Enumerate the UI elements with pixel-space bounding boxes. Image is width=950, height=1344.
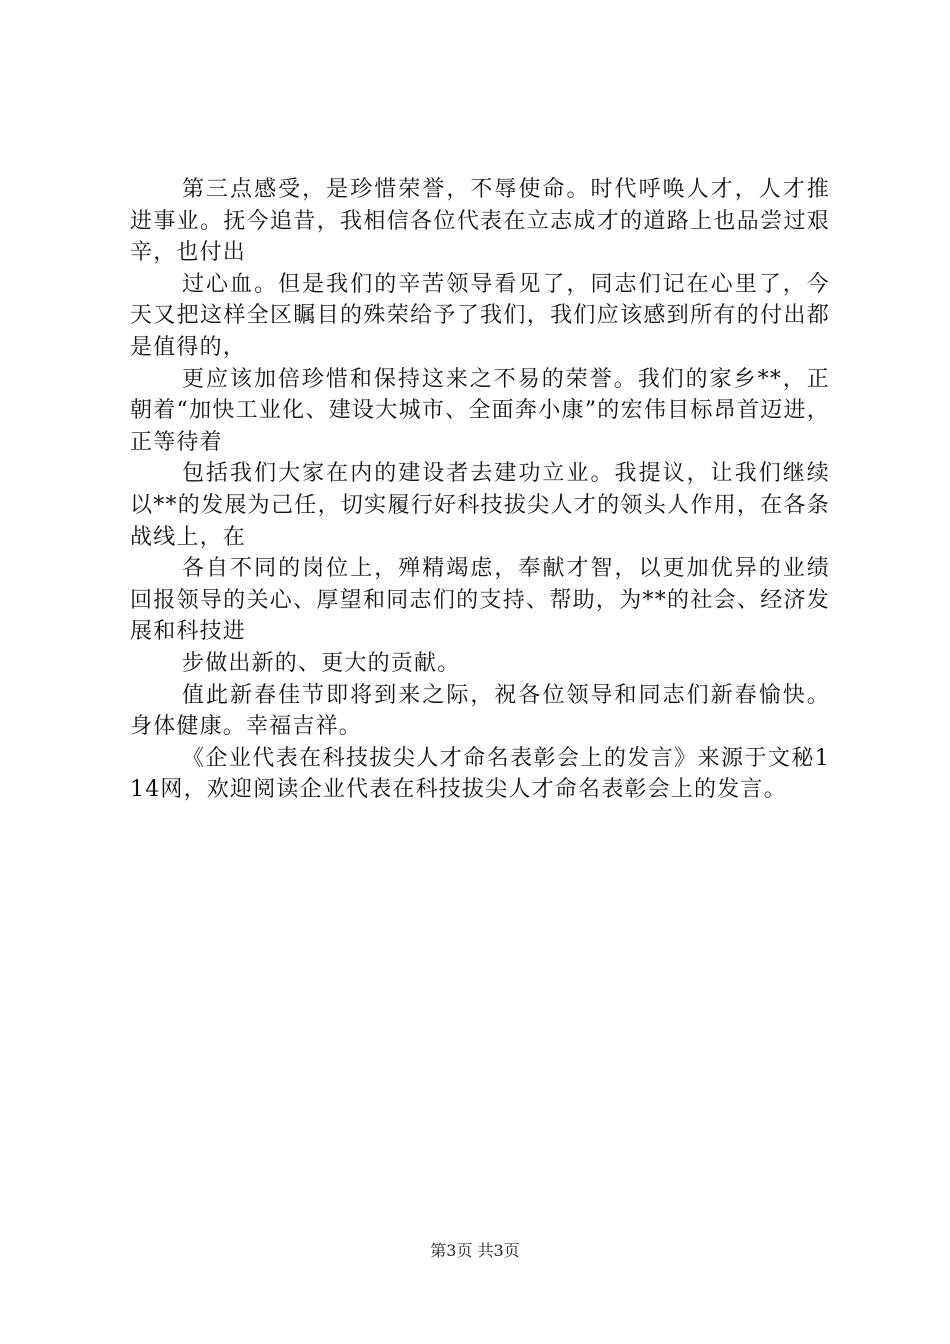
paragraph: 《企业代表在科技拔尖人才命名表彰会上的发言》来源于文秘114网，欢迎阅读企业代表在科技拔尖人才命名表彰会上的发言。 [130,745,830,803]
paragraph: 各自不同的岗位上，殚精竭虑，奉献才智，以更加优异的业绩回报领导的关心、厚望和同志们的支持、帮助，为**的社会、经济发展和科技进 [130,556,830,645]
document-body [130,174,830,806]
paragraph: 过心血。但是我们的辛苦领导看见了，同志们记在心里了，今天又把这样全区瞩目的殊荣给予了我们，我们应该感到所有的付出都是值得的， [130,271,830,360]
paragraph: 步做出新的、更大的贡献。 [182,650,461,676]
paragraph: 更应该加倍珍惜和保持这来之不易的荣誉。我们的家乡**，正朝着“加快工业化、建设大城市、全面奔小康”的宏伟目标昂首迈进，正等待着 [130,366,830,455]
paragraph: 值此新春佳节即将到来之际，祝各位领导和同志们新春愉快。身体健康。幸福吉祥。 [130,682,830,740]
paragraph: 第三点感受，是珍惜荣誉，不辱使命。时代呼唤人才，人才推进事业。抚今追昔，我相信各位代表在立志成才的道路上也品尝过艰辛，也付出 [130,177,830,266]
page-footer: 第3页 共3页 [430,1241,520,1260]
paragraph: 包括我们大家在内的建设者去建功立业。我提议，让我们继续以**的发展为己任，切实履行好科技拔尖人才的领头人作用，在各条战线上，在 [130,461,830,550]
